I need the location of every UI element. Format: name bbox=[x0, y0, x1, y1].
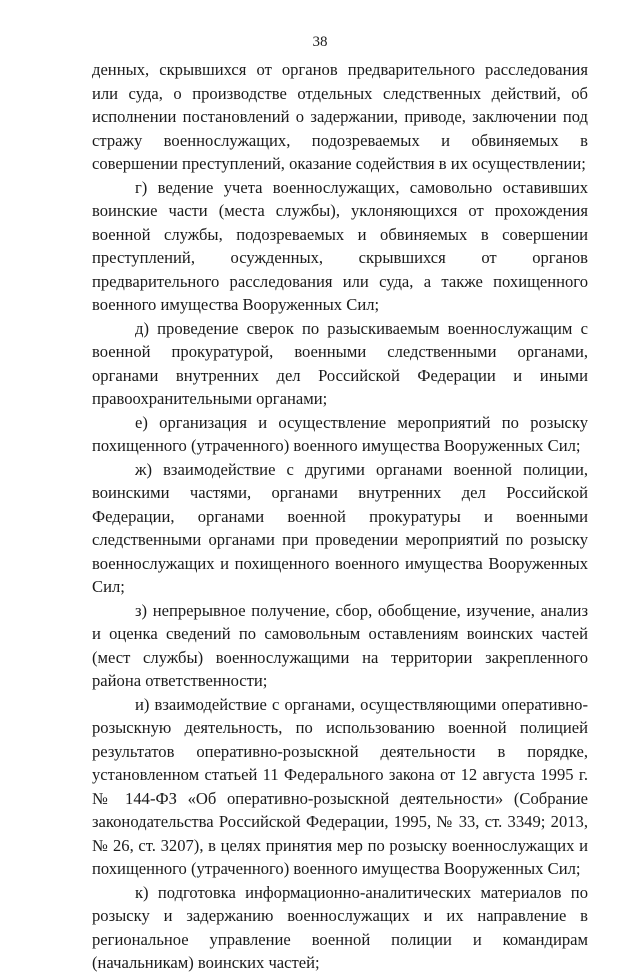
paragraph-item-zh: ж) взаимодействие с другими органами военной полиции, воинскими частями, органами внутренних дел Российской Федерации, органами военной прокуратуры и военными следственными органами при проведении мероприятий по розыску военнослужащих и похищенного военного имущества Вооруженных Сил; bbox=[92, 459, 588, 596]
paragraph-item-e: е) организация и осуществление мероприятий по розыску похищенного (утраченного) военного имущества Вооруженных Сил; bbox=[92, 412, 588, 455]
paragraph-item-z: з) непрерывное получение, сбор, обобщение, изучение, анализ и оценка сведений по самовольным оставлениям воинских частей (мест службы) военнослужащими на территории закрепленного района ответственности; bbox=[92, 600, 588, 690]
paragraph-item-g: г) ведение учета военнослужащих, самовольно оставивших воинские части (места службы), уклоняющихся от прохождения военной службы, подозреваемых и обвиняемых в совершении преступлений, осужденных, скрывшихся от органов предварительного расследования или суда, а также похищенного военного имущества Вооруженных Сил; bbox=[92, 177, 588, 314]
paragraph-item-d: д) проведение сверок по разыскиваемым военнослужащим с военной прокуратурой, военными следственными органами, органами внутренних дел Российской Федерации и иными правоохранительными органами; bbox=[92, 318, 588, 408]
paragraph-item-i: и) взаимодействие с органами, осуществляющими оперативно-розыскную деятельность, по использованию военной полицией результатов оперативно-розыскной деятельности в порядке, установленном статьей 11 Федерального закона от 12 августа 1995 г. № 144-ФЗ «Об оперативно-розыскной деятельности» (Собрание законодательства Российской Федерации, 1995, № 33, ст. 3349; 2013, № 26, ст. 3207), в целях принятия мер по розыску военнослужащих и похищенного (утраченного) военного имущества Вооруженных Сил; bbox=[92, 694, 588, 878]
paragraph-continuation: денных, скрывшихся от органов предварительного расследования или суда, о производстве отдельных следственных действий, об исполнении постановлений о задержании, приводе, заключении под стражу военнослужащих, подозреваемых и обвиняемых в совершении преступлений, оказание содействия в их осуществлении; bbox=[92, 60, 588, 173]
paragraph-item-k: к) подготовка информационно-аналитических материалов по розыску и задержанию военнослужащих и их направление в региональное управление военной полиции и командирам (начальникам) воинских частей; bbox=[92, 882, 588, 972]
document-body bbox=[92, 58, 588, 975]
page-number: 38 bbox=[312, 34, 328, 50]
